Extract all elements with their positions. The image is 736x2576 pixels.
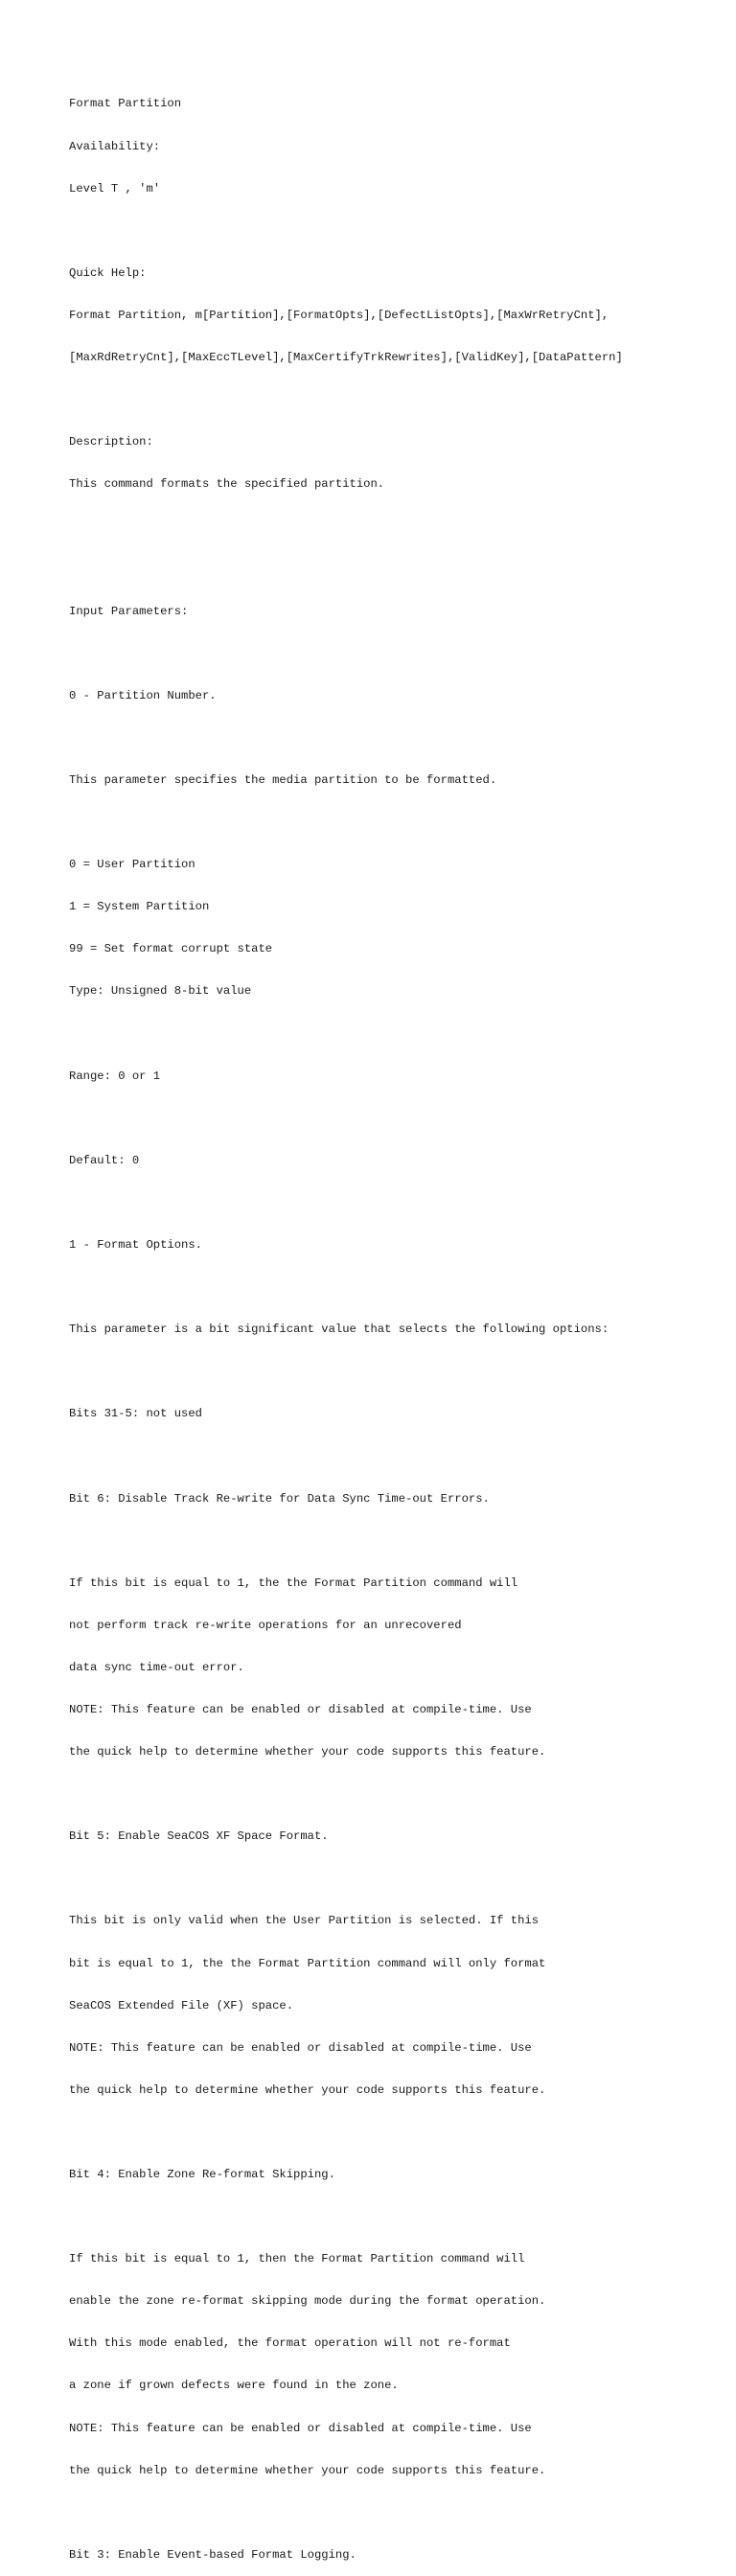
blank-line xyxy=(69,1112,721,1126)
bit-3-heading: Bit 3: Enable Event-based Format Logging. xyxy=(69,2547,356,2562)
quick-help-syntax-2: [MaxRdRetryCnt],[MaxEccTLevel],[MaxCertifyTrkRewrites],[ValidKey],[DataPattern] xyxy=(69,350,623,364)
param-0-value-system: 1 = System Partition xyxy=(69,900,210,914)
blank-line xyxy=(69,1534,721,1549)
blank-line xyxy=(69,816,721,830)
param-0-range: Range: 0 or 1 xyxy=(69,1069,161,1083)
blank-line xyxy=(69,1365,721,1379)
blank-line xyxy=(69,1872,721,1886)
availability-level: Level T , 'm' xyxy=(69,181,161,196)
blank-line xyxy=(69,224,721,239)
blank-line xyxy=(69,731,721,746)
blank-line xyxy=(69,519,721,534)
param-0-value-user: 0 = User Partition xyxy=(69,858,196,872)
blank-line xyxy=(69,1787,721,1802)
bit-4-text-1: If this bit is equal to 1, then the Format Partition command will xyxy=(69,2252,525,2266)
bit-5-text-2: bit is equal to 1, the the Format Partition command will only format xyxy=(69,1956,546,1970)
bits-31-5: Bits 31-5: not used xyxy=(69,1407,202,1421)
bit-6-heading: Bit 6: Disable Track Re-write for Data Sync Time-out Errors. xyxy=(69,1491,490,1506)
bit-6-note-1: NOTE: This feature can be enabled or disabled at compile-time. Use xyxy=(69,1702,532,1716)
quick-help-heading: Quick Help: xyxy=(69,265,147,280)
bit-5-text-3: SeaCOS Extended File (XF) space. xyxy=(69,1998,294,2012)
blank-line xyxy=(69,647,721,661)
quick-help-syntax-1: Format Partition, m[Partition],[FormatOpts],[DefectListOpts],[MaxWrRetryCnt], xyxy=(69,308,610,322)
blank-line xyxy=(69,1449,721,1463)
blank-line xyxy=(69,393,721,407)
bit-5-text-1: This bit is only valid when the User Partition is selected. If this xyxy=(69,1914,540,1928)
bit-5-heading: Bit 5: Enable SeaCOS XF Space Format. xyxy=(69,1829,329,1844)
bit-6-text-2: not perform track re-write operations for an unrecovered xyxy=(69,1618,462,1632)
blank-line xyxy=(69,2126,721,2140)
blank-line xyxy=(69,2506,721,2520)
param-0-type: Type: Unsigned 8-bit value xyxy=(69,984,252,999)
blank-line xyxy=(69,2210,721,2224)
availability-heading: Availability: xyxy=(69,139,161,153)
description-text: This command formats the specified partition. xyxy=(69,477,385,492)
bit-4-text-3: With this mode enabled, the format operation will not re-format xyxy=(69,2336,511,2351)
bit-4-note-2: the quick help to determine whether your code supports this feature. xyxy=(69,2463,546,2477)
bit-4-heading: Bit 4: Enable Zone Re-format Skipping. xyxy=(69,2168,335,2181)
bit-4-text-4: a zone if grown defects were found in the zone. xyxy=(69,2379,399,2393)
param-0-default: Default: 0 xyxy=(69,1153,140,1167)
blank-line xyxy=(69,1196,721,1210)
bit-6-note-2: the quick help to determine whether your code supports this feature. xyxy=(69,1745,546,1760)
bit-5-note-2: the quick help to determine whether your code supports this feature. xyxy=(69,2082,546,2097)
blank-line xyxy=(69,562,721,576)
param-0-description: This parameter specifies the media partition to be formatted. xyxy=(69,772,497,787)
param-0-value-corrupt: 99 = Set format corrupt state xyxy=(69,942,273,956)
doc-title: Format Partition xyxy=(69,97,182,111)
bit-5-note-1: NOTE: This feature can be enabled or disabled at compile-time. Use xyxy=(69,2040,532,2055)
document-body xyxy=(69,69,721,2576)
param-0-heading: 0 - Partition Number. xyxy=(69,688,217,702)
bit-6-text-3: data sync time-out error. xyxy=(69,1660,244,1674)
blank-line xyxy=(69,1280,721,1295)
param-1-heading: 1 - Format Options. xyxy=(69,1237,202,1252)
bit-4-note-1: NOTE: This feature can be enabled or disabled at compile-time. Use xyxy=(69,2421,532,2435)
blank-line xyxy=(69,1026,721,1041)
input-parameters-heading: Input Parameters: xyxy=(69,604,189,618)
bit-6-text-1: If this bit is equal to 1, the the Format Partition command will xyxy=(69,1576,518,1590)
description-heading: Description: xyxy=(69,435,153,449)
bit-4-text-2: enable the zone re-format skipping mode during the format operation. xyxy=(69,2294,546,2309)
param-1-description: This parameter is a bit significant value that selects the following options: xyxy=(69,1322,610,1337)
